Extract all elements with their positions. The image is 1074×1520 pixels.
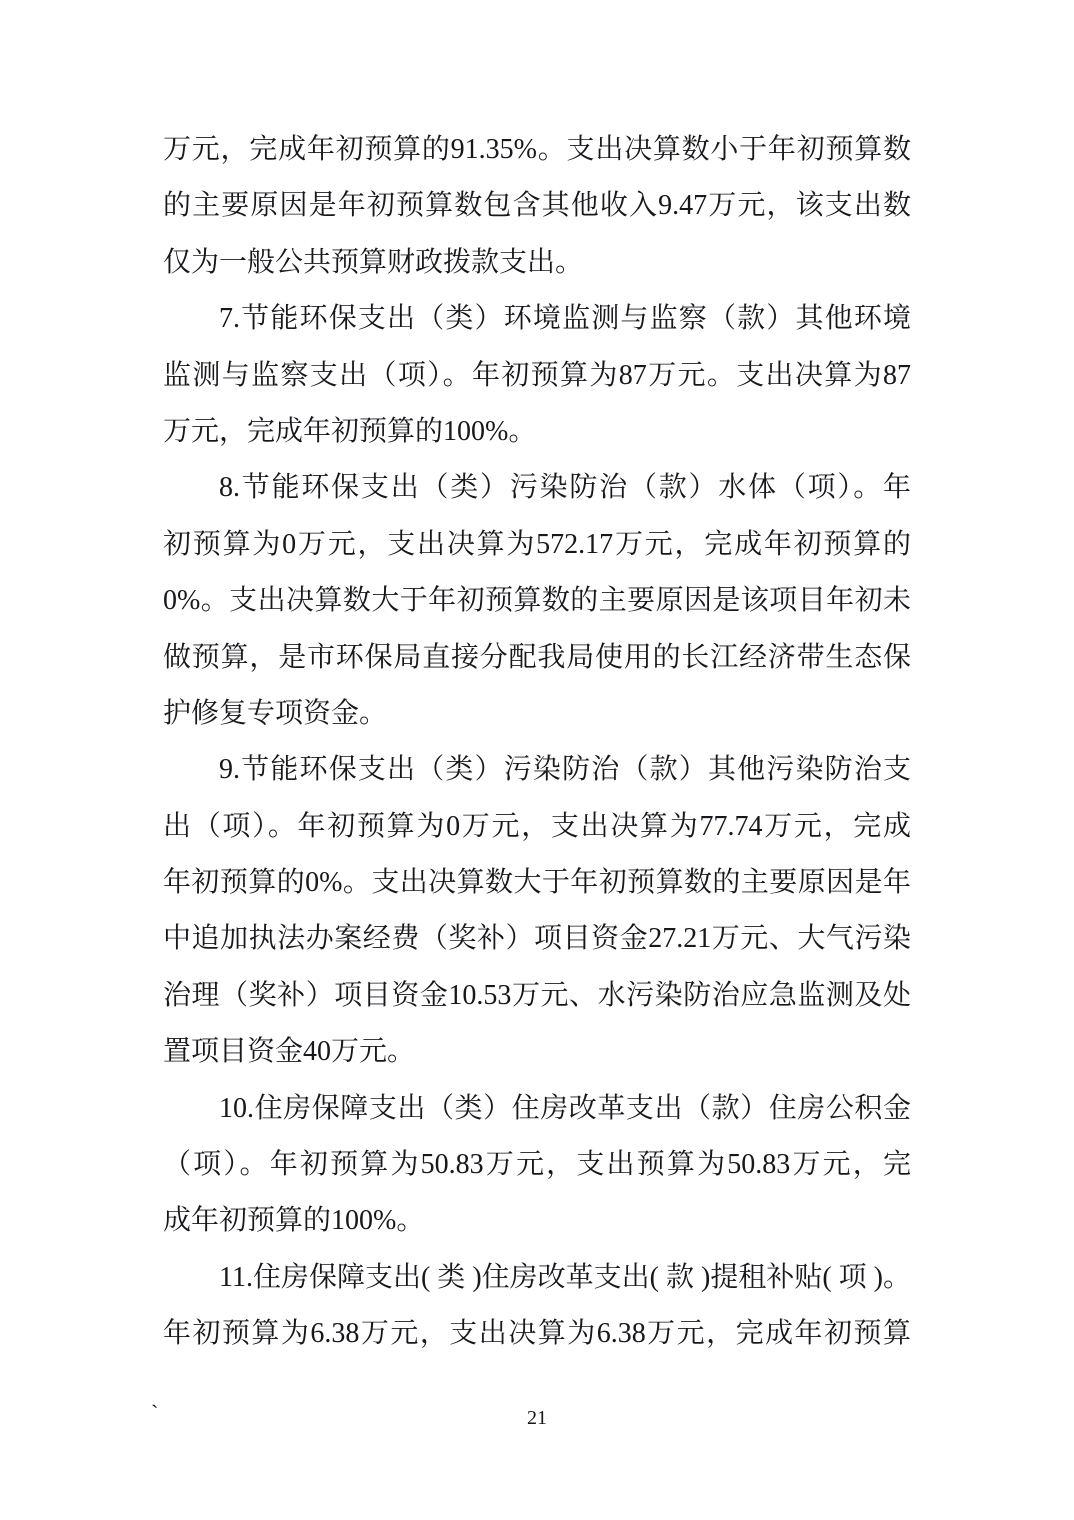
paragraph xyxy=(163,291,911,460)
text-line: 护修复专项资金。 xyxy=(163,697,388,729)
text-line: 初预算为0万元，支出决算为572.17万元，完成年初预算的 xyxy=(163,528,911,560)
text-line: 年初预算的0%。支出决算数大于年初预算数的主要原因是年 xyxy=(163,867,911,899)
text-line: 万元，完成年初预算的100%。 xyxy=(163,415,537,447)
text-line: 治理（奖补）项目资金10.53万元、水污染防治应急监测及处 xyxy=(163,979,911,1011)
text-line: 出（项）。年初预算为0万元，支出决算为77.74万元，完成 xyxy=(163,810,911,842)
paragraph xyxy=(163,1250,911,1363)
text-line: 10.住房保障支出（类）住房改革支出（款）住房公积金 xyxy=(219,1092,911,1124)
paragraph xyxy=(163,1081,911,1250)
text-line: 9.节能环保支出（类）污染防治（款）其他污染防治支 xyxy=(219,754,911,786)
text-line: 0%。支出决算数大于年初预算数的主要原因是该项目年初未 xyxy=(163,585,911,617)
text-line: 置项目资金40万元。 xyxy=(163,1036,416,1068)
text-line: 监测与监察支出（项）。年初预算为87万元。支出决算为87 xyxy=(163,359,911,391)
document-body xyxy=(163,122,911,1363)
text-line: 8.节能环保支出（类）污染防治（款）水体（项）。年 xyxy=(219,472,911,504)
text-line: 年初预算为6.38万元，支出决算为6.38万元，完成年初预算 xyxy=(163,1318,911,1350)
text-line: 仅为一般公共预算财政拨款支出。 xyxy=(163,246,584,278)
footer-stray-mark: ` xyxy=(151,1400,159,1425)
text-line: （项）。年初预算为50.83万元，支出预算为50.83万元，完 xyxy=(163,1149,911,1181)
text-line: 中追加执法办案经费（奖补）项目资金27.21万元、大气污染 xyxy=(163,923,911,955)
text-line: 万元，完成年初预算的91.35%。支出决算数小于年初预算数 xyxy=(163,134,911,165)
text-line: 的主要原因是年初预算数包含其他收入9.47万元，该支出数 xyxy=(163,190,911,222)
page-number: 21 xyxy=(527,1407,547,1429)
paragraph xyxy=(163,122,911,291)
paragraph xyxy=(163,460,911,742)
text-line: 7.节能环保支出（类）环境监测与监察（款）其他环境 xyxy=(219,303,911,335)
text-line: 做预算，是市环保局直接分配我局使用的长江经济带生态保 xyxy=(163,641,911,673)
paragraph xyxy=(163,742,911,1080)
text-line: 成年初预算的100%。 xyxy=(163,1205,425,1237)
text-line: 11.住房保障支出( 类 )住房改革支出( 款 )提租补贴( 项 )。 xyxy=(219,1261,911,1293)
